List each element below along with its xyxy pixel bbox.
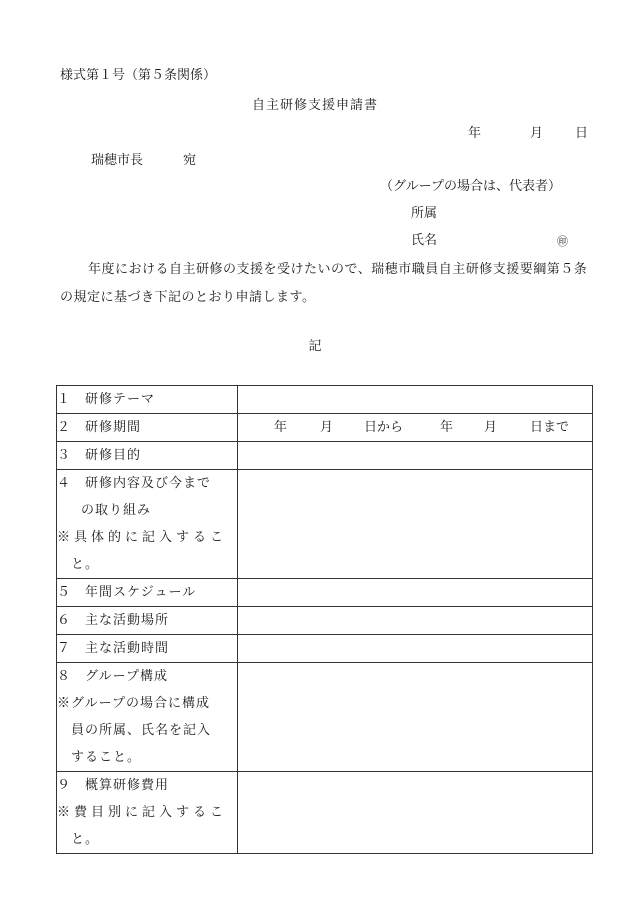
addressee-suffix: 宛 — [183, 153, 197, 168]
content-input-cell[interactable] — [238, 470, 593, 579]
purpose-input-cell[interactable] — [238, 442, 593, 470]
date-year-label: 年 — [468, 126, 482, 141]
label-line: ３ 研修目的 — [57, 448, 142, 463]
place-input-cell[interactable] — [238, 607, 593, 635]
label-line: ８ グループ構成 — [57, 669, 168, 684]
label-line: ６ 主な活動場所 — [57, 613, 170, 628]
label-line: の取り組み — [81, 503, 152, 518]
row-label-group — [57, 663, 238, 772]
date-day-label: 日 — [575, 126, 589, 141]
table-row — [57, 635, 593, 663]
label-note: すること。 — [71, 750, 142, 765]
table-row — [57, 386, 593, 414]
ki-heading: 記 — [308, 339, 322, 354]
label-note: と。 — [71, 557, 100, 572]
period-start-day: 日から — [364, 420, 404, 435]
label-line: ２ 研修期間 — [57, 420, 142, 435]
label-note: ※具体的に記入するこ — [57, 530, 228, 545]
label-line: １ 研修テーマ — [57, 392, 156, 407]
addressee: 瑞穂市長 — [91, 153, 144, 168]
period-end-day: 日まで — [530, 420, 570, 435]
label-note: 員の所属、氏名を記入 — [71, 723, 212, 738]
application-form-table — [56, 385, 593, 854]
table-row — [57, 414, 593, 442]
form-number: 様式第１号（第５条関係） — [60, 68, 217, 83]
row-label-cost — [57, 772, 238, 854]
period-start-month: 月 — [320, 420, 334, 435]
label-note: ※費目別に記入するこ — [57, 805, 228, 820]
theme-input-cell[interactable] — [238, 386, 593, 414]
label-line: ９ 概算研修費用 — [57, 778, 170, 793]
row-label-theme — [57, 386, 238, 414]
seal-mark: ㊞ — [557, 235, 568, 248]
group-input-cell[interactable] — [238, 663, 593, 772]
period-start-year: 年 — [274, 420, 288, 435]
table-row — [57, 772, 593, 854]
date-month-label: 月 — [530, 126, 544, 141]
table-row — [57, 663, 593, 772]
group-representative-note: （グループの場合は、代表者） — [380, 179, 561, 194]
row-label-time — [57, 635, 238, 663]
row-label-period — [57, 414, 238, 442]
row-label-schedule — [57, 579, 238, 607]
cost-input-cell[interactable] — [238, 772, 593, 854]
time-input-cell[interactable] — [238, 635, 593, 663]
table-row — [57, 442, 593, 470]
row-label-place — [57, 607, 238, 635]
period-input-cell[interactable] — [238, 414, 593, 442]
schedule-input-cell[interactable] — [238, 579, 593, 607]
period-end-month: 月 — [484, 420, 498, 435]
affiliation-label: 所属 — [411, 206, 438, 221]
table-row — [57, 607, 593, 635]
table-row — [57, 470, 593, 579]
label-note: と。 — [71, 832, 100, 847]
label-note: ※グループの場合に構成 — [57, 696, 210, 711]
document-title: 自主研修支援申請書 — [251, 98, 378, 113]
label-line: ４ 研修内容及び今まで — [57, 476, 212, 491]
label-line: ７ 主な活動時間 — [57, 641, 170, 656]
row-label-content — [57, 470, 238, 579]
label-line: ５ 年間スケジュール — [57, 585, 197, 600]
period-end-year: 年 — [440, 420, 454, 435]
application-statement: 年度における自主研修の支援を受けたいので、瑞穂市職員自主研修支援要綱第５条の規定に基づき下記のとおり申請します。 — [60, 262, 588, 305]
name-label: 氏名 — [411, 233, 438, 248]
table-row — [57, 579, 593, 607]
row-label-purpose — [57, 442, 238, 470]
